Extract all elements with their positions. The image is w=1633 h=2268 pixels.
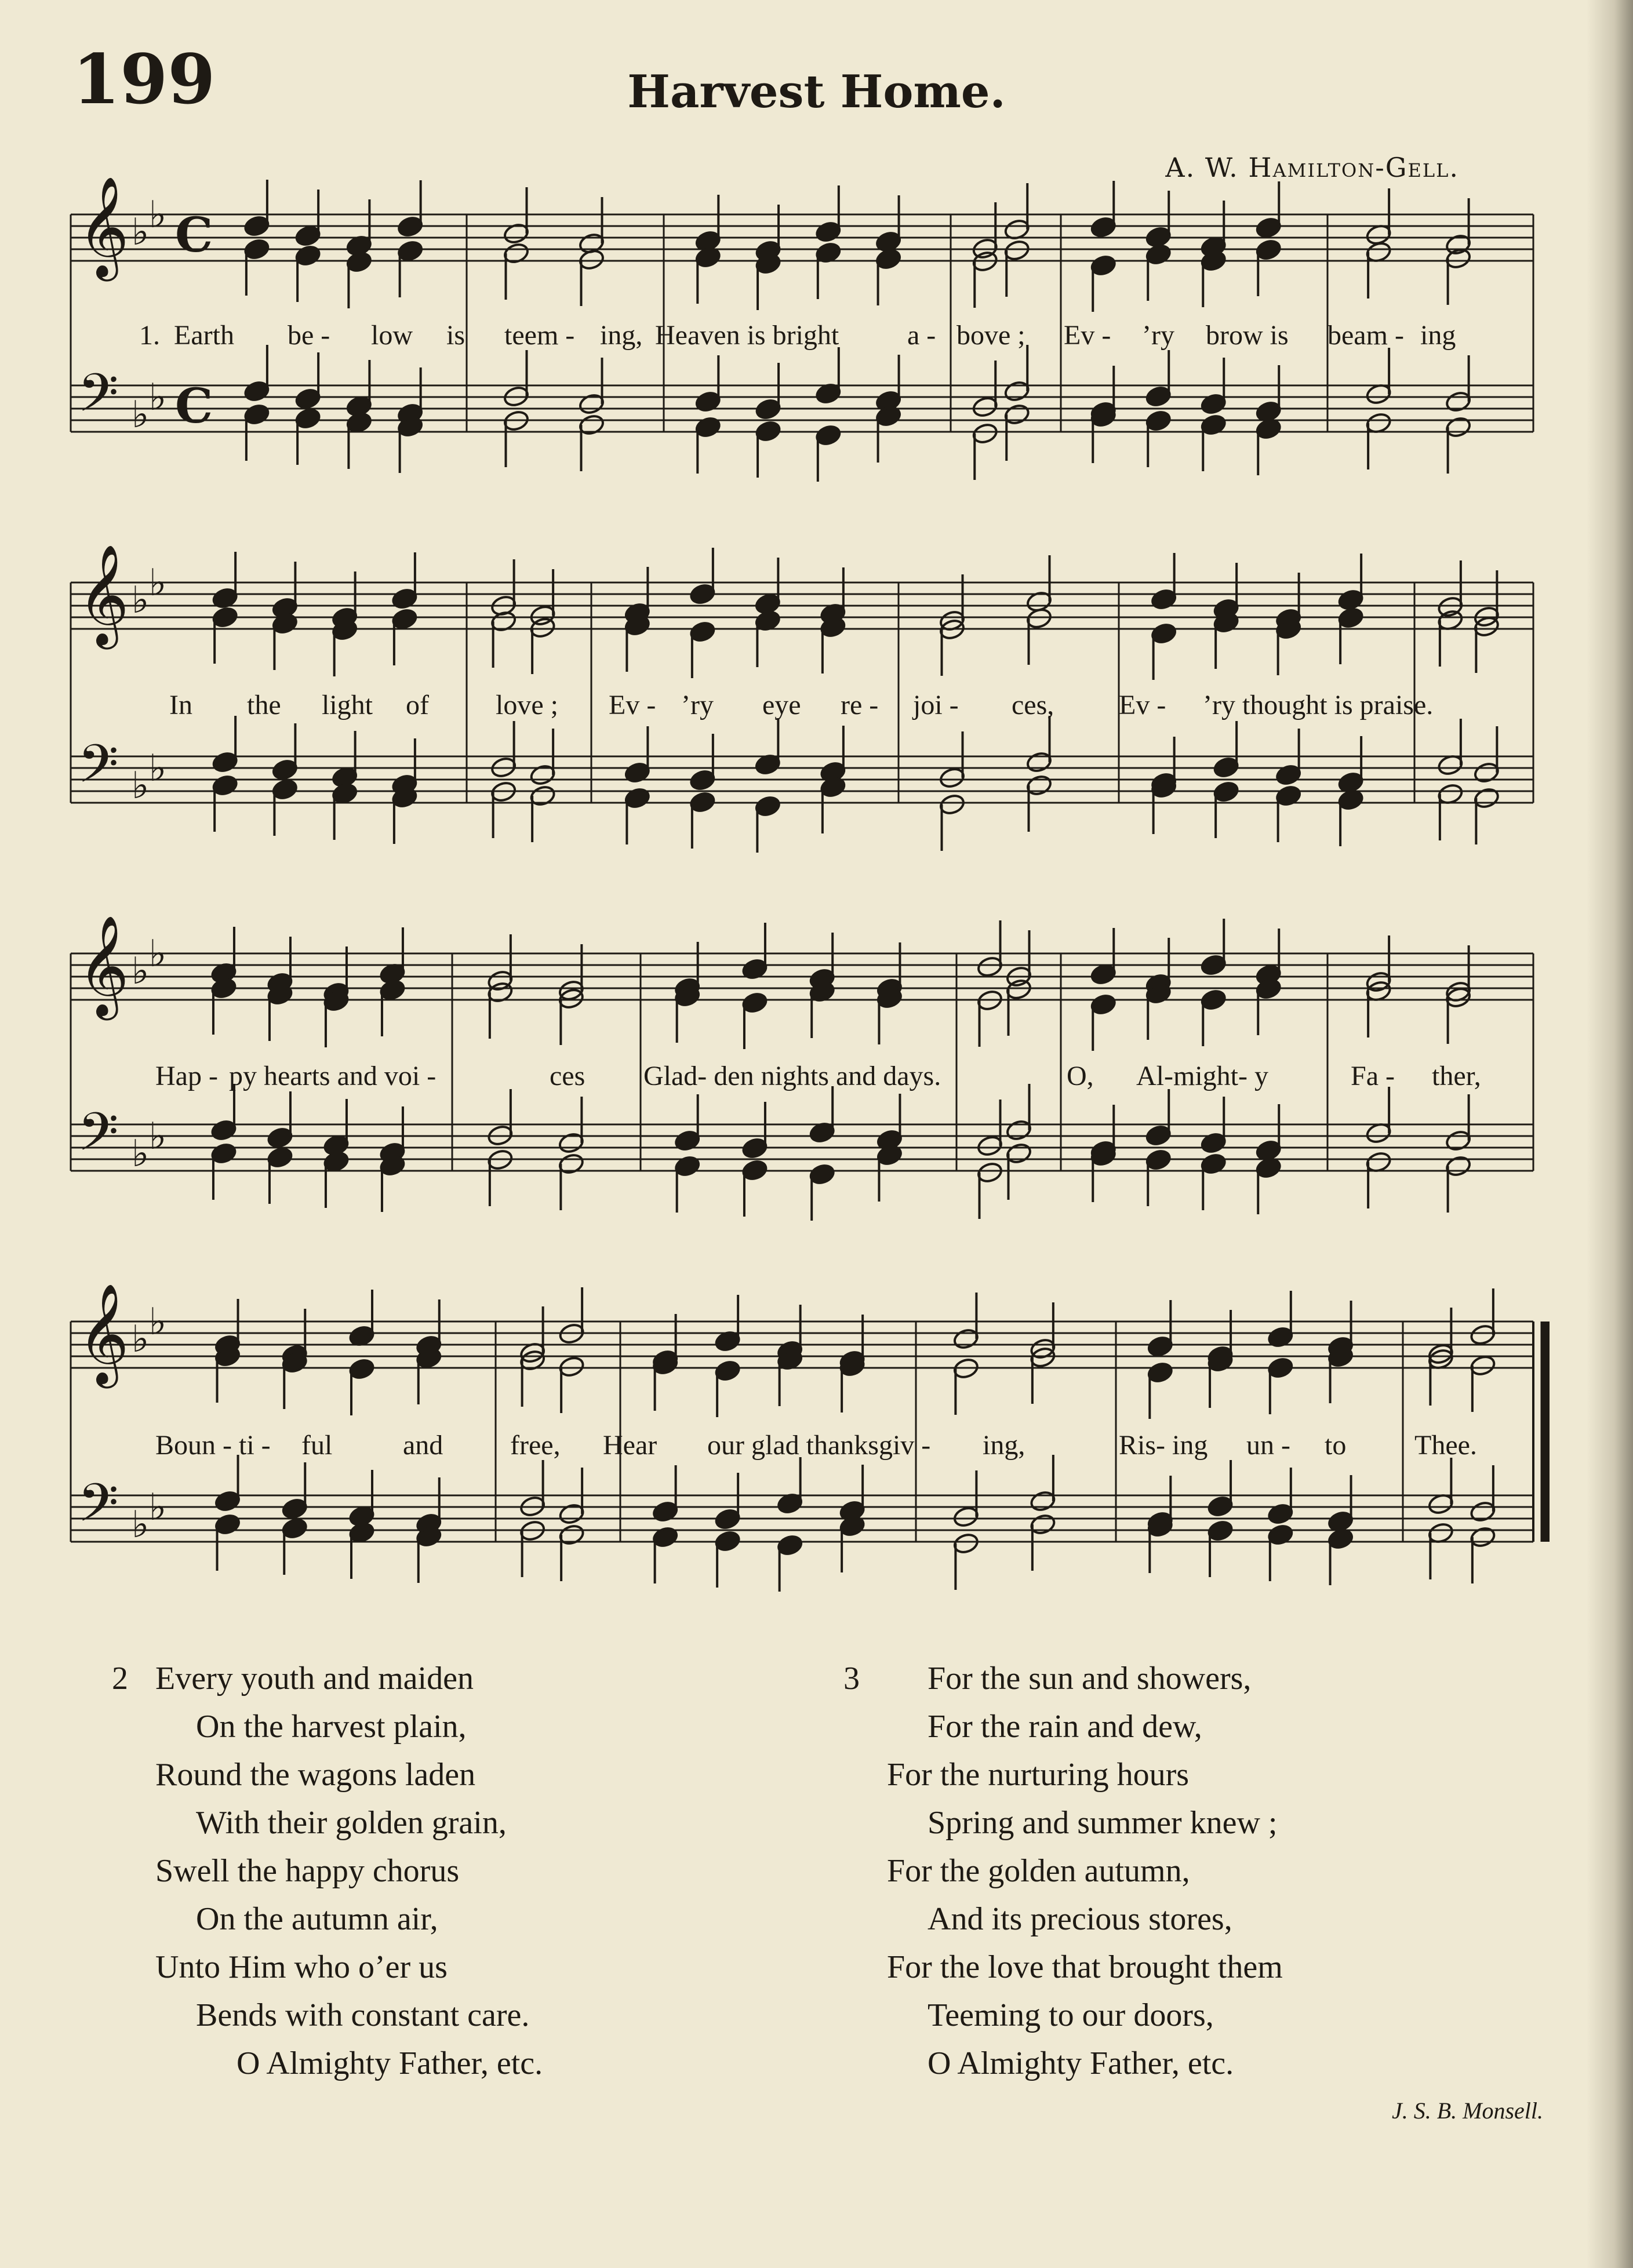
- time-signature-icon: C: [175, 207, 213, 263]
- flat-icon: ♭: [132, 950, 150, 993]
- stanza-number: 3: [843, 1661, 860, 1697]
- composer-credit: A. W. Hamilton-Gell.: [1165, 152, 1459, 183]
- lyric-syllable: un -: [1246, 1430, 1290, 1461]
- flat-icon: ♭: [132, 211, 150, 254]
- lyric-syllable: light: [322, 690, 373, 720]
- flat-icon: ♭: [132, 765, 150, 807]
- hymn-number: 199: [72, 39, 216, 119]
- stanza-line: On the harvest plain,: [196, 1709, 467, 1745]
- stanza-line: For the sun and showers,: [928, 1661, 1252, 1697]
- lyric-syllable: Boun - ti -: [155, 1430, 271, 1461]
- lyric-syllable: beam -: [1328, 320, 1404, 351]
- bass-clef-icon: 𝄢: [78, 1472, 119, 1546]
- treble-clef-icon: 𝄞: [78, 915, 129, 1016]
- lyric-syllable: a -: [907, 320, 936, 351]
- flat-icon: ♭: [149, 1115, 167, 1158]
- flat-icon: ♭: [132, 1133, 150, 1175]
- lyric-syllable: Glad- den nights and days.: [643, 1061, 941, 1091]
- lyric-syllable: ’ry: [681, 690, 714, 720]
- hymn-title: Harvest Home.: [627, 65, 1006, 118]
- stanza-line: For the love that brought them: [887, 1949, 1283, 1985]
- time-signature-icon: C: [175, 378, 213, 434]
- lyric-syllable: ther,: [1432, 1061, 1481, 1091]
- lyric-syllable: of: [406, 690, 429, 720]
- lyric-syllable: In: [169, 690, 192, 720]
- lyric-syllable: Hap -: [155, 1061, 218, 1091]
- lyric-syllable: teem -: [504, 320, 575, 351]
- lyric-syllable: Al-might- y: [1136, 1061, 1268, 1091]
- flat-icon: ♭: [149, 1486, 167, 1529]
- lyric-syllable: ing,: [600, 320, 643, 351]
- lyric-syllable: be -: [288, 320, 330, 351]
- stanza-3: [843, 1655, 1283, 2088]
- stanza-line: Bends with constant care.: [196, 1997, 530, 2033]
- lyric-syllable: Ris- ing: [1119, 1430, 1208, 1461]
- treble-clef-icon: 𝄞: [78, 176, 129, 277]
- lyric-syllable: Hear: [603, 1430, 657, 1461]
- lyric-syllable: ’ry thought is praise.: [1203, 690, 1434, 720]
- flat-icon: ♭: [132, 1318, 150, 1361]
- treble-staff: [71, 214, 1533, 261]
- stanza-line: Unto Him who o’er us: [155, 1949, 448, 1985]
- flat-icon: ♭: [132, 579, 150, 622]
- lyric-syllable: our glad thanksgiv -: [707, 1430, 931, 1461]
- lyric-syllable: to: [1325, 1430, 1347, 1461]
- final-bar-line: [1541, 1322, 1550, 1542]
- lyric-syllable: Heaven is bright: [655, 320, 839, 351]
- flat-icon: ♭: [132, 394, 150, 436]
- bass-clef-icon: 𝄢: [78, 1101, 119, 1175]
- stanza-refrain: O Almighty Father, etc.: [237, 2045, 543, 2081]
- treble-clef-icon: 𝄞: [78, 544, 129, 645]
- lyric-syllable: the: [247, 690, 281, 720]
- lyricist-credit: J. S. B. Monsell.: [1391, 2098, 1543, 2124]
- lyric-syllable: free,: [510, 1430, 561, 1461]
- flat-icon: ♭: [149, 562, 167, 605]
- bass-clef-icon: 𝄢: [78, 362, 119, 436]
- lyric-syllable: Ev -: [1064, 320, 1111, 351]
- stanza-line: For the golden autumn,: [887, 1853, 1190, 1889]
- stanza-line: For the rain and dew,: [928, 1709, 1202, 1745]
- lyric-syllable: Thee.: [1414, 1430, 1477, 1461]
- flat-icon: ♭: [149, 194, 167, 236]
- lyric-syllable: Fa -: [1351, 1061, 1395, 1091]
- lyric-syllable: is: [446, 320, 465, 351]
- stanza-number: 2: [112, 1661, 128, 1697]
- stanza-line: Swell the happy chorus: [155, 1853, 460, 1889]
- lyric-syllable: ing,: [983, 1430, 1025, 1461]
- lyric-syllable: brow is: [1206, 320, 1289, 351]
- flat-icon: ♭: [149, 747, 167, 790]
- lyric-syllable: and: [403, 1430, 443, 1461]
- verse-number: 1.: [139, 320, 160, 351]
- lyric-syllable: ’ry: [1142, 320, 1174, 351]
- flat-icon: ♭: [149, 1301, 167, 1344]
- bass-staff: [71, 385, 1533, 432]
- stanza-line: On the autumn air,: [196, 1901, 438, 1937]
- treble-clef-icon: 𝄞: [78, 1283, 129, 1384]
- stanza-line: Spring and summer knew ;: [928, 1805, 1278, 1841]
- flat-icon: ♭: [132, 1503, 150, 1546]
- bass-clef-icon: 𝄢: [78, 733, 119, 807]
- flat-icon: ♭: [149, 376, 167, 419]
- stanza-refrain: O Almighty Father, etc.: [928, 2045, 1234, 2081]
- stanza-line: Every youth and maiden: [155, 1661, 474, 1697]
- lyric-syllable: O,: [1067, 1061, 1094, 1091]
- lyric-syllable: love ;: [496, 690, 558, 720]
- lyric-syllable: re -: [841, 690, 879, 720]
- lyric-syllable: Ev -: [1119, 690, 1166, 720]
- stanza-line: For the nurturing hours: [887, 1757, 1190, 1793]
- lyric-syllable: low: [371, 320, 413, 351]
- lyric-syllable: ces: [550, 1061, 585, 1091]
- lyric-syllable: joi -: [913, 690, 959, 720]
- lyric-syllable: ful: [301, 1430, 333, 1461]
- lyric-syllable: Earth: [174, 320, 234, 351]
- stanza-line: With their golden grain,: [196, 1805, 507, 1841]
- stanza-line: And its precious stores,: [928, 1901, 1232, 1937]
- lyric-syllable: ing: [1420, 320, 1456, 351]
- lyric-syllable: eye: [762, 690, 801, 720]
- stanza-line: Teeming to our doors,: [928, 1997, 1214, 2033]
- stanza-line: Round the wagons laden: [155, 1757, 476, 1793]
- lyric-syllable: ces,: [1012, 690, 1054, 720]
- lyric-syllable: bove ;: [956, 320, 1025, 351]
- flat-icon: ♭: [149, 933, 167, 975]
- lyric-syllable: py hearts and voi -: [229, 1061, 437, 1091]
- stanza-2: [112, 1655, 543, 2088]
- lyric-syllable: Ev -: [609, 690, 656, 720]
